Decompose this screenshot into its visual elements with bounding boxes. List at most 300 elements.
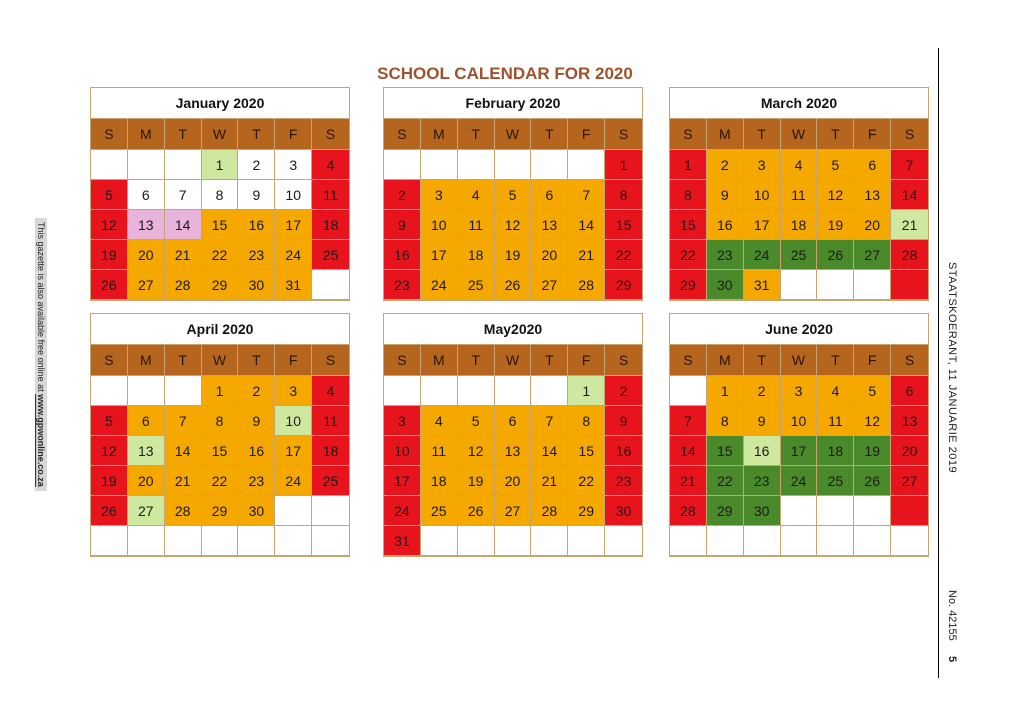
day-cell: 31	[744, 270, 781, 300]
day-cell: 1	[670, 150, 707, 180]
day-cell: 15	[707, 436, 744, 466]
day-cell: 17	[744, 210, 781, 240]
day-header: F	[568, 119, 605, 150]
month-name: April 2020	[91, 314, 349, 345]
day-cell: 3	[781, 376, 818, 406]
day-cell: 8	[707, 406, 744, 436]
day-cell: 30	[238, 270, 275, 300]
day-cell: 27	[495, 496, 532, 526]
day-cell: 30	[744, 496, 781, 526]
day-header: F	[275, 119, 312, 150]
day-cell: 16	[384, 240, 421, 270]
day-cell: 5	[495, 180, 532, 210]
day-cell: 8	[202, 406, 239, 436]
day-cell: 27	[128, 496, 165, 526]
day-header: S	[670, 119, 707, 150]
day-cell: 8	[605, 180, 642, 210]
day-cell: 21	[891, 210, 928, 240]
day-cell: 12	[91, 436, 128, 466]
day-cell: 7	[891, 150, 928, 180]
day-cell: 7	[531, 406, 568, 436]
day-header: F	[854, 119, 891, 150]
month-name: May2020	[384, 314, 642, 345]
day-cell: 14	[531, 436, 568, 466]
day-cell: 8	[568, 406, 605, 436]
empty-cell	[817, 270, 854, 300]
day-cell: 20	[531, 240, 568, 270]
empty-cell	[165, 376, 202, 406]
day-cell: 21	[568, 240, 605, 270]
day-cell: 17	[275, 210, 312, 240]
day-cell: 5	[91, 180, 128, 210]
empty-cell	[128, 150, 165, 180]
day-cell: 2	[384, 180, 421, 210]
month-february	[383, 87, 643, 301]
day-cell: 6	[531, 180, 568, 210]
day-cell: 31	[275, 270, 312, 300]
day-cell: 23	[238, 466, 275, 496]
day-cell: 29	[707, 496, 744, 526]
day-cell: 20	[854, 210, 891, 240]
day-cell: 28	[891, 240, 928, 270]
day-cell: 14	[165, 436, 202, 466]
day-header: S	[605, 345, 642, 376]
day-cell: 13	[128, 210, 165, 240]
day-header: S	[91, 345, 128, 376]
empty-cell	[531, 150, 568, 180]
day-header: T	[744, 119, 781, 150]
day-cell: 25	[312, 466, 349, 496]
day-cell: 12	[495, 210, 532, 240]
day-cell: 12	[854, 406, 891, 436]
month-grid	[670, 119, 928, 300]
day-cell: 23	[384, 270, 421, 300]
empty-cell	[605, 526, 642, 556]
day-cell: 17	[421, 240, 458, 270]
month-grid	[91, 119, 349, 300]
day-cell: 5	[91, 406, 128, 436]
day-cell: 21	[165, 466, 202, 496]
side-note-online	[35, 218, 47, 491]
empty-cell	[744, 526, 781, 556]
day-cell: 19	[495, 240, 532, 270]
day-cell: 19	[91, 240, 128, 270]
empty-cell	[91, 150, 128, 180]
day-cell: 13	[891, 406, 928, 436]
day-cell: 23	[238, 240, 275, 270]
empty-cell	[128, 376, 165, 406]
day-header: T	[458, 119, 495, 150]
day-cell: 2	[238, 376, 275, 406]
empty-cell	[421, 150, 458, 180]
empty-cell	[128, 526, 165, 556]
day-cell: 12	[817, 180, 854, 210]
month-name: March 2020	[670, 88, 928, 119]
day-cell: 26	[91, 496, 128, 526]
empty-cell	[91, 526, 128, 556]
day-cell: 28	[670, 496, 707, 526]
day-header: S	[605, 119, 642, 150]
day-cell: 24	[275, 240, 312, 270]
empty-cell	[817, 526, 854, 556]
day-header: M	[421, 345, 458, 376]
day-header: M	[128, 345, 165, 376]
month-april	[90, 313, 350, 557]
empty-cell	[91, 376, 128, 406]
day-cell: 12	[91, 210, 128, 240]
month-grid	[384, 119, 642, 300]
day-cell: 1	[707, 376, 744, 406]
day-header: T	[458, 345, 495, 376]
day-cell: 5	[817, 150, 854, 180]
day-cell: 24	[275, 466, 312, 496]
day-cell: 4	[312, 150, 349, 180]
day-cell: 27	[854, 240, 891, 270]
day-cell: 8	[202, 180, 239, 210]
page-title: SCHOOL CALENDAR FOR 2020	[377, 64, 633, 83]
day-cell: 22	[707, 466, 744, 496]
empty-cell	[384, 150, 421, 180]
side-note-url[interactable]: www.gpwonline.co.za	[36, 394, 46, 487]
gazette-number-block	[946, 590, 958, 662]
day-cell: 22	[605, 240, 642, 270]
empty-cell	[384, 376, 421, 406]
day-cell: 22	[568, 466, 605, 496]
day-cell: 13	[531, 210, 568, 240]
day-cell: 24	[781, 466, 818, 496]
empty-cell	[817, 496, 854, 526]
day-header: F	[854, 345, 891, 376]
day-header: S	[312, 119, 349, 150]
day-cell: 12	[458, 436, 495, 466]
day-header: S	[670, 345, 707, 376]
day-cell: 28	[165, 270, 202, 300]
day-cell: 3	[421, 180, 458, 210]
day-cell: 30	[605, 496, 642, 526]
day-cell: 10	[744, 180, 781, 210]
empty-cell	[854, 526, 891, 556]
day-cell: 6	[128, 180, 165, 210]
empty-cell	[458, 376, 495, 406]
day-cell: 29	[202, 270, 239, 300]
day-header: S	[384, 119, 421, 150]
day-cell: 3	[275, 376, 312, 406]
side-note-text: This gazette is also available free online at	[36, 222, 46, 395]
day-cell: 17	[781, 436, 818, 466]
day-cell: 6	[891, 376, 928, 406]
month-march	[669, 87, 929, 301]
empty-cell	[458, 150, 495, 180]
day-cell: 9	[605, 406, 642, 436]
day-cell: 11	[458, 210, 495, 240]
day-cell: 16	[744, 436, 781, 466]
day-cell: 4	[458, 180, 495, 210]
day-header: T	[531, 345, 568, 376]
day-cell: 18	[312, 436, 349, 466]
day-cell: 3	[275, 150, 312, 180]
day-header: M	[707, 345, 744, 376]
empty-cell	[421, 376, 458, 406]
day-header: T	[817, 345, 854, 376]
empty-cell	[781, 526, 818, 556]
day-header: T	[817, 119, 854, 150]
day-cell: 22	[202, 240, 239, 270]
empty-cell	[891, 496, 928, 526]
day-cell: 9	[744, 406, 781, 436]
day-header: W	[202, 119, 239, 150]
empty-cell	[531, 376, 568, 406]
day-cell: 1	[202, 376, 239, 406]
day-cell: 4	[312, 376, 349, 406]
empty-cell	[568, 526, 605, 556]
day-cell: 26	[458, 496, 495, 526]
empty-cell	[238, 526, 275, 556]
day-cell: 22	[670, 240, 707, 270]
empty-cell	[495, 376, 532, 406]
day-cell: 28	[165, 496, 202, 526]
day-cell: 25	[458, 270, 495, 300]
day-header: W	[202, 345, 239, 376]
day-cell: 5	[854, 376, 891, 406]
empty-cell	[568, 150, 605, 180]
day-cell: 1	[202, 150, 239, 180]
day-cell: 26	[91, 270, 128, 300]
day-header: M	[128, 119, 165, 150]
gazette-header: STAATSKOERANT, 11 JANUARIE 2019	[946, 262, 958, 474]
day-cell: 27	[531, 270, 568, 300]
day-header: T	[531, 119, 568, 150]
day-cell: 18	[458, 240, 495, 270]
empty-cell	[854, 270, 891, 300]
day-cell: 21	[670, 466, 707, 496]
empty-cell	[458, 526, 495, 556]
day-cell: 10	[384, 436, 421, 466]
day-cell: 14	[165, 210, 202, 240]
month-grid	[670, 345, 928, 556]
day-header: F	[275, 345, 312, 376]
empty-cell	[165, 526, 202, 556]
day-cell: 20	[128, 240, 165, 270]
day-cell: 23	[707, 240, 744, 270]
day-cell: 8	[670, 180, 707, 210]
day-cell: 27	[128, 270, 165, 300]
day-cell: 21	[531, 466, 568, 496]
empty-cell	[670, 526, 707, 556]
month-grid	[384, 345, 642, 556]
right-margin-rule	[938, 48, 939, 678]
day-cell: 2	[707, 150, 744, 180]
day-cell: 9	[707, 180, 744, 210]
day-cell: 17	[275, 436, 312, 466]
day-cell: 4	[781, 150, 818, 180]
day-cell: 21	[165, 240, 202, 270]
day-header: M	[707, 119, 744, 150]
day-cell: 7	[165, 406, 202, 436]
day-cell: 3	[744, 150, 781, 180]
day-cell: 3	[384, 406, 421, 436]
empty-cell	[312, 496, 349, 526]
month-june	[669, 313, 929, 557]
gazette-number: No. 42155	[946, 590, 958, 641]
empty-cell	[495, 150, 532, 180]
day-cell: 13	[854, 180, 891, 210]
day-cell: 23	[744, 466, 781, 496]
day-cell: 11	[421, 436, 458, 466]
day-cell: 16	[238, 436, 275, 466]
day-cell: 27	[891, 466, 928, 496]
day-cell: 16	[238, 210, 275, 240]
day-cell: 18	[421, 466, 458, 496]
day-cell: 28	[568, 270, 605, 300]
day-cell: 29	[670, 270, 707, 300]
empty-cell	[891, 526, 928, 556]
day-cell: 6	[854, 150, 891, 180]
day-cell: 18	[817, 436, 854, 466]
day-cell: 10	[421, 210, 458, 240]
day-cell: 6	[128, 406, 165, 436]
day-header: T	[165, 345, 202, 376]
day-cell: 14	[891, 180, 928, 210]
day-cell: 29	[568, 496, 605, 526]
empty-cell	[854, 496, 891, 526]
day-cell: 4	[817, 376, 854, 406]
day-header: T	[165, 119, 202, 150]
day-cell: 15	[202, 210, 239, 240]
day-cell: 5	[458, 406, 495, 436]
empty-cell	[275, 496, 312, 526]
day-cell: 23	[605, 466, 642, 496]
day-cell: 9	[238, 406, 275, 436]
day-cell: 14	[670, 436, 707, 466]
day-header: S	[384, 345, 421, 376]
day-cell: 6	[495, 406, 532, 436]
day-cell: 2	[744, 376, 781, 406]
day-cell: 24	[384, 496, 421, 526]
day-cell: 16	[707, 210, 744, 240]
empty-cell	[275, 526, 312, 556]
month-grid	[91, 345, 349, 556]
day-cell: 4	[421, 406, 458, 436]
day-cell: 29	[202, 496, 239, 526]
day-cell: 18	[312, 210, 349, 240]
day-header: M	[421, 119, 458, 150]
day-header: S	[891, 119, 928, 150]
empty-cell	[707, 526, 744, 556]
day-cell: 10	[275, 180, 312, 210]
empty-cell	[312, 270, 349, 300]
empty-cell	[165, 150, 202, 180]
day-cell: 20	[128, 466, 165, 496]
day-cell: 11	[312, 406, 349, 436]
day-cell: 26	[495, 270, 532, 300]
day-cell: 9	[384, 210, 421, 240]
day-header: W	[781, 345, 818, 376]
empty-cell	[891, 270, 928, 300]
day-header: T	[744, 345, 781, 376]
empty-cell	[781, 496, 818, 526]
day-cell: 15	[605, 210, 642, 240]
day-cell: 25	[421, 496, 458, 526]
day-cell: 20	[495, 466, 532, 496]
day-cell: 16	[605, 436, 642, 466]
day-cell: 25	[312, 240, 349, 270]
day-cell: 18	[781, 210, 818, 240]
day-cell: 1	[568, 376, 605, 406]
day-header: S	[891, 345, 928, 376]
day-cell: 13	[128, 436, 165, 466]
day-header: W	[495, 345, 532, 376]
day-cell: 30	[238, 496, 275, 526]
day-cell: 9	[238, 180, 275, 210]
day-cell: 11	[817, 406, 854, 436]
day-cell: 25	[817, 466, 854, 496]
empty-cell	[531, 526, 568, 556]
day-header: T	[238, 119, 275, 150]
page-number: 5	[946, 655, 958, 662]
day-cell: 14	[568, 210, 605, 240]
day-cell: 20	[891, 436, 928, 466]
day-cell: 22	[202, 466, 239, 496]
day-cell: 13	[495, 436, 532, 466]
day-header: W	[495, 119, 532, 150]
day-cell: 15	[568, 436, 605, 466]
day-cell: 2	[605, 376, 642, 406]
empty-cell	[202, 526, 239, 556]
empty-cell	[312, 526, 349, 556]
month-january	[90, 87, 350, 301]
day-cell: 25	[781, 240, 818, 270]
day-cell: 10	[275, 406, 312, 436]
day-header: W	[781, 119, 818, 150]
empty-cell	[781, 270, 818, 300]
month-name: January 2020	[91, 88, 349, 119]
day-cell: 11	[312, 180, 349, 210]
day-cell: 31	[384, 526, 421, 556]
day-cell: 17	[384, 466, 421, 496]
month-name: February 2020	[384, 88, 642, 119]
empty-cell	[421, 526, 458, 556]
month-may	[383, 313, 643, 557]
day-cell: 2	[238, 150, 275, 180]
day-header: S	[312, 345, 349, 376]
day-cell: 19	[854, 436, 891, 466]
day-cell: 1	[605, 150, 642, 180]
day-cell: 24	[744, 240, 781, 270]
day-header: T	[238, 345, 275, 376]
day-cell: 26	[854, 466, 891, 496]
day-header: F	[568, 345, 605, 376]
day-cell: 30	[707, 270, 744, 300]
empty-cell	[670, 376, 707, 406]
day-cell: 15	[202, 436, 239, 466]
day-cell: 26	[817, 240, 854, 270]
day-cell: 15	[670, 210, 707, 240]
day-cell: 19	[817, 210, 854, 240]
day-cell: 11	[781, 180, 818, 210]
day-cell: 24	[421, 270, 458, 300]
empty-cell	[495, 526, 532, 556]
day-cell: 19	[458, 466, 495, 496]
month-name: June 2020	[670, 314, 928, 345]
day-cell: 7	[568, 180, 605, 210]
day-cell: 7	[670, 406, 707, 436]
day-cell: 29	[605, 270, 642, 300]
day-cell: 19	[91, 466, 128, 496]
day-header: S	[91, 119, 128, 150]
day-cell: 10	[781, 406, 818, 436]
day-cell: 7	[165, 180, 202, 210]
day-cell: 28	[531, 496, 568, 526]
